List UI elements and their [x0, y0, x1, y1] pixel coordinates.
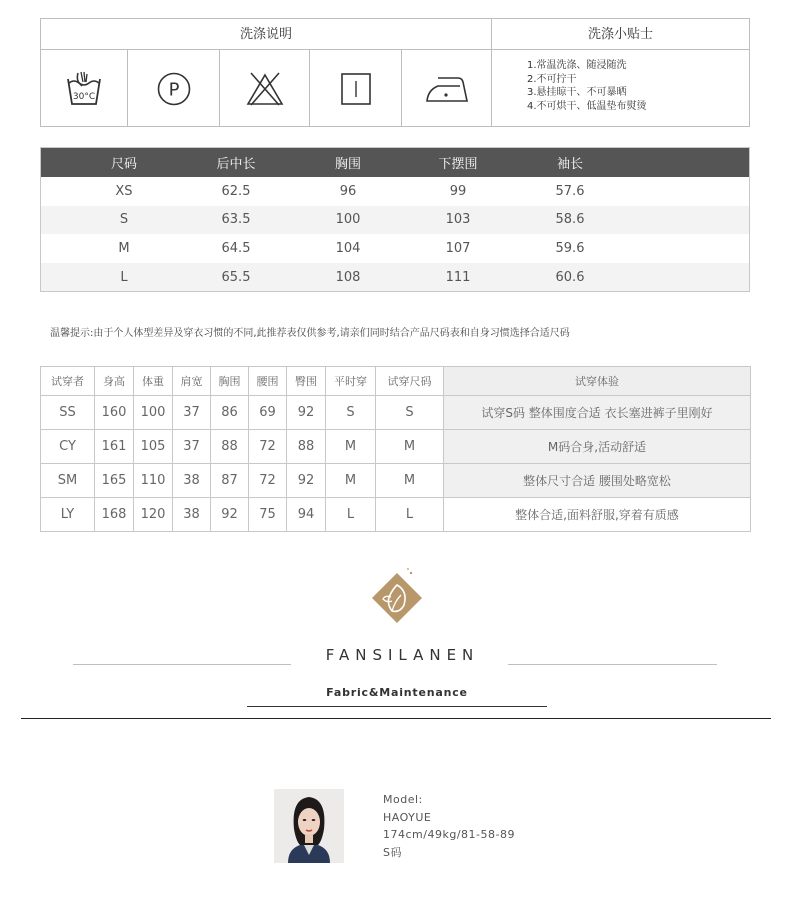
- size-cell: 96: [339, 183, 357, 199]
- trial-experience-cell: 整体合适,面料舒服,穿着有质感: [444, 498, 751, 532]
- trial-cell: SM: [41, 464, 95, 498]
- size-cell: 107: [445, 240, 471, 256]
- trial-cell: LY: [41, 498, 95, 532]
- wash-tips-title: 洗涤小贴士: [492, 19, 749, 50]
- size-cell: 63.5: [221, 212, 251, 228]
- trial-cell: L: [376, 498, 444, 532]
- size-header-cell: 后中长: [216, 157, 256, 172]
- size-cell: 99: [449, 183, 467, 199]
- trial-cell: S: [326, 396, 376, 430]
- wash-tip-3: 3.悬挂晾干、不可暴晒: [527, 87, 627, 98]
- trial-header-cell: 臀围: [287, 367, 326, 396]
- wash-30-cell: [41, 50, 128, 127]
- trial-header-cell: 试穿体验: [444, 367, 751, 396]
- size-header-cell: 下摆围: [438, 157, 478, 172]
- trial-cell: M: [376, 464, 444, 498]
- hang-dry-icon: [340, 71, 372, 107]
- size-cell: 60.6: [555, 269, 585, 285]
- size-header-cell: 尺码: [110, 157, 137, 172]
- trial-header-cell: 平时穿: [326, 367, 376, 396]
- trial-cell: 72: [249, 464, 287, 498]
- size-cell: 62.5: [221, 183, 251, 199]
- size-header-cell: 袖长: [556, 157, 583, 172]
- size-table-header: [41, 148, 749, 177]
- dry-clean-letter: P: [168, 79, 179, 100]
- trial-cell: 100: [134, 396, 173, 430]
- brand-logo-diamond: [372, 573, 422, 623]
- dry-clean-p-icon: [156, 71, 192, 107]
- trial-cell: L: [326, 498, 376, 532]
- trial-fit-table: [40, 366, 751, 532]
- model-info: [383, 791, 515, 861]
- size-header-cell: 胸围: [334, 157, 361, 172]
- brand-logo-icon: [368, 565, 426, 627]
- trial-experience-cell: M码合身,活动舒适: [444, 430, 751, 464]
- trial-header-cell: 试穿尺码: [376, 367, 444, 396]
- section-separator: [21, 718, 771, 719]
- trial-cell: 86: [211, 396, 249, 430]
- size-table-row: [41, 177, 749, 206]
- trial-cell: 165: [95, 464, 134, 498]
- trial-header-cell: 体重: [134, 367, 173, 396]
- trial-cell: 72: [249, 430, 287, 464]
- model-photo: [274, 789, 344, 863]
- trial-cell: 105: [134, 430, 173, 464]
- trial-cell: 37: [173, 430, 211, 464]
- wash-tip-4: 4.不可烘干、低温垫布熨烫: [527, 100, 647, 112]
- model-portrait-icon: [274, 789, 344, 863]
- model-label: Model:: [383, 793, 423, 806]
- brand-name: FANSILANEN: [325, 646, 480, 664]
- wash-30-icon: [64, 70, 104, 108]
- size-cell: M: [118, 240, 130, 256]
- size-cell: 108: [335, 269, 361, 285]
- trial-cell: 168: [95, 498, 134, 532]
- model-stats: 174cm/49kg/81-58-89: [383, 828, 515, 841]
- trial-cell: M: [376, 430, 444, 464]
- trial-cell: CY: [41, 430, 95, 464]
- trial-header-cell: 身高: [95, 367, 134, 396]
- brand-divider-left: [73, 664, 291, 665]
- trial-experience-cell: 整体尺寸合适 腰围处略宽松: [444, 464, 751, 498]
- size-cell: 65.5: [221, 269, 251, 285]
- fabric-underline: [247, 706, 547, 707]
- size-tip-text: 温馨提示:由于个人体型差异及穿衣习惯的不同,此推荐表仅供参考,请亲们同时结合产品尺码表和自身习惯选择合适尺码: [50, 328, 570, 339]
- size-cell: 103: [445, 212, 471, 228]
- iron-cell: [402, 50, 492, 127]
- size-cell: S: [119, 212, 129, 228]
- iron-low-icon: [424, 74, 470, 104]
- trial-cell: 120: [134, 498, 173, 532]
- trial-cell: S: [376, 396, 444, 430]
- trial-cell: 37: [173, 396, 211, 430]
- trial-cell: 92: [211, 498, 249, 532]
- trial-cell: 110: [134, 464, 173, 498]
- size-cell: 104: [335, 240, 361, 256]
- trial-header-cell: 肩宽: [173, 367, 211, 396]
- trial-cell: 161: [95, 430, 134, 464]
- wash-tip-1: 1.常温洗涤、随浸随洗: [527, 60, 627, 71]
- no-bleach-icon: [245, 71, 285, 107]
- wash-tip-2: 2.不可拧干: [527, 73, 577, 85]
- no-bleach-cell: [220, 50, 310, 127]
- trial-table-row: [41, 396, 751, 430]
- size-cell: 111: [445, 269, 471, 285]
- trial-cell: 92: [287, 464, 326, 498]
- trial-cell: 94: [287, 498, 326, 532]
- trial-header-cell: 试穿者: [41, 367, 95, 396]
- trial-cell: 88: [287, 430, 326, 464]
- trial-cell: 160: [95, 396, 134, 430]
- size-cell: 64.5: [221, 240, 251, 256]
- wash-instructions-title: 洗涤说明: [41, 19, 492, 50]
- model-name: HAOYUE: [383, 810, 432, 824]
- trial-cell: M: [326, 464, 376, 498]
- size-cell: 58.6: [555, 212, 585, 228]
- trial-cell: 69: [249, 396, 287, 430]
- dry-clean-cell: [128, 50, 220, 127]
- fabric-maintenance-title: Fabric&Maintenance: [326, 686, 468, 699]
- size-table-row: [41, 234, 749, 263]
- size-table-row: [41, 263, 749, 292]
- trial-cell: SS: [41, 396, 95, 430]
- trial-experience-cell: 试穿S码 整体围度合适 衣长塞进裤子里刚好: [444, 396, 751, 430]
- wash-temp-label: 30°C: [72, 91, 96, 102]
- size-cell: 59.6: [555, 240, 585, 256]
- size-cell: L: [120, 269, 128, 285]
- size-cell: XS: [115, 183, 133, 199]
- wash-tips-list: [492, 50, 749, 127]
- hang-dry-cell: [310, 50, 402, 127]
- size-table-row: [41, 206, 749, 235]
- trial-cell: 87: [211, 464, 249, 498]
- model-size: S码: [383, 845, 402, 859]
- trial-cell: 38: [173, 464, 211, 498]
- trial-header-cell: 胸围: [211, 367, 249, 396]
- wash-care-box: [40, 18, 750, 127]
- trial-cell: 75: [249, 498, 287, 532]
- brand-divider-right: [508, 664, 717, 665]
- size-cell: 100: [335, 212, 361, 228]
- trial-cell: 38: [173, 498, 211, 532]
- size-cell: 57.6: [555, 183, 585, 199]
- size-table: [40, 147, 750, 292]
- trial-header-cell: 腰围: [249, 367, 287, 396]
- trial-table-row: [41, 498, 751, 532]
- trial-table-row: [41, 464, 751, 498]
- trial-cell: 92: [287, 396, 326, 430]
- trial-table-header: [41, 367, 751, 396]
- trial-cell: M: [326, 430, 376, 464]
- trial-cell: 88: [211, 430, 249, 464]
- trial-table-row: [41, 430, 751, 464]
